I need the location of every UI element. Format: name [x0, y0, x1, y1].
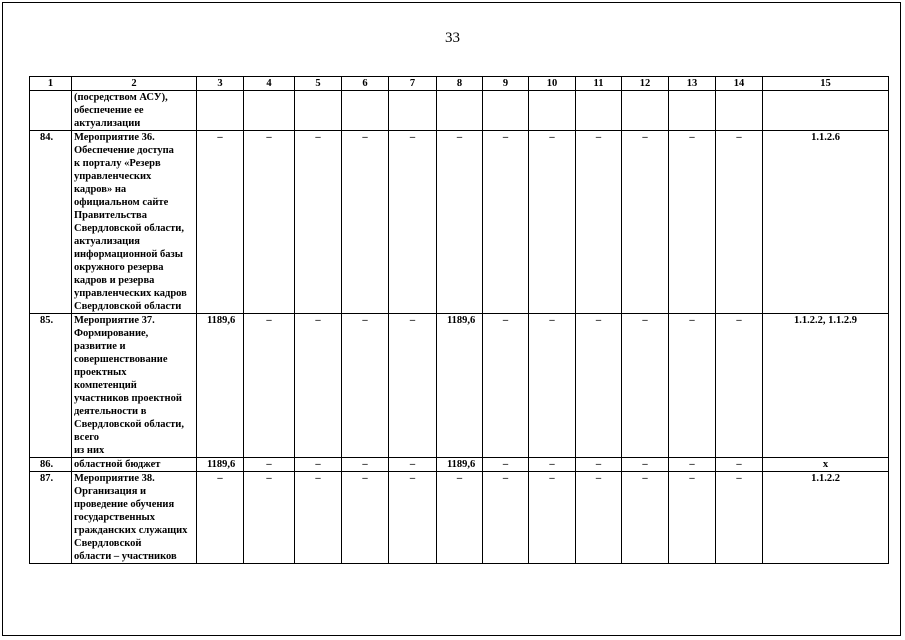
column-header-9: 9: [483, 77, 529, 91]
value-cell-col-3: 1189,6: [197, 458, 244, 472]
value-cell-col-11: –: [576, 472, 622, 564]
value-cell-col-9: –: [483, 472, 529, 564]
value-cell-col-5: [295, 91, 342, 131]
value-cell-col-8: 1189,6: [437, 314, 483, 458]
value-cell-col-5: –: [295, 314, 342, 458]
column-header-7: 7: [389, 77, 437, 91]
value-cell-col-13: –: [669, 472, 716, 564]
row-number: 86.: [30, 458, 72, 472]
value-cell-col-14: [716, 91, 763, 131]
value-cell-col-6: –: [342, 314, 389, 458]
table-row: [30, 314, 889, 458]
value-cell-col-14: –: [716, 472, 763, 564]
row-description: Мероприятие 36. Обеспечение доступа к порталу «Резерв управленческих кадров» на официальном сайте Правительства Свердловской области, актуализация информационной базы окружного резерва кадров и резерва управленческих кадров Свердловской области: [72, 131, 197, 314]
column-header-4: 4: [244, 77, 295, 91]
value-cell-col-8: [437, 91, 483, 131]
value-cell-col-11: –: [576, 314, 622, 458]
column-header-15: 15: [763, 77, 889, 91]
value-cell-col-6: –: [342, 472, 389, 564]
value-cell-col-11: –: [576, 131, 622, 314]
value-cell-col-4: –: [244, 131, 295, 314]
value-cell-col-4: –: [244, 472, 295, 564]
value-cell-col-5: –: [295, 131, 342, 314]
value-cell-col-10: –: [529, 314, 576, 458]
target-reference: 1.1.2.2, 1.1.2.9: [763, 314, 889, 458]
value-cell-col-12: –: [622, 314, 669, 458]
value-cell-col-14: –: [716, 314, 763, 458]
row-description: Мероприятие 37. Формирование, развитие и совершенствование проектных компетенций участников проектной деятельности в Свердловской области, всего из них: [72, 314, 197, 458]
value-cell-col-7: –: [389, 314, 437, 458]
value-cell-col-9: –: [483, 314, 529, 458]
value-cell-col-7: –: [389, 131, 437, 314]
value-cell-col-7: [389, 91, 437, 131]
value-cell-col-6: [342, 91, 389, 131]
value-cell-col-3: –: [197, 472, 244, 564]
value-cell-col-6: –: [342, 131, 389, 314]
value-cell-col-12: –: [622, 458, 669, 472]
value-cell-col-9: –: [483, 458, 529, 472]
value-cell-col-13: –: [669, 131, 716, 314]
value-cell-col-13: –: [669, 458, 716, 472]
value-cell-col-8: 1189,6: [437, 458, 483, 472]
table-row: [30, 458, 889, 472]
value-cell-col-5: –: [295, 472, 342, 564]
value-cell-col-13: [669, 91, 716, 131]
column-header-2: 2: [72, 77, 197, 91]
row-number: 84.: [30, 131, 72, 314]
value-cell-col-4: [244, 91, 295, 131]
value-cell-col-11: [576, 91, 622, 131]
row-description: Мероприятие 38. Организация и проведение обучения государственных гражданских служащих Свердловской области – участников: [72, 472, 197, 564]
value-cell-col-8: –: [437, 472, 483, 564]
row-description: (посредством АСУ), обеспечение ее актуализации: [72, 91, 197, 131]
value-cell-col-11: –: [576, 458, 622, 472]
row-description: областной бюджет: [72, 458, 197, 472]
column-header-13: 13: [669, 77, 716, 91]
value-cell-col-7: –: [389, 472, 437, 564]
value-cell-col-10: –: [529, 458, 576, 472]
value-cell-col-3: –: [197, 131, 244, 314]
value-cell-col-7: –: [389, 458, 437, 472]
value-cell-col-13: –: [669, 314, 716, 458]
value-cell-col-10: –: [529, 131, 576, 314]
column-header-14: 14: [716, 77, 763, 91]
value-cell-col-5: –: [295, 458, 342, 472]
target-reference: [763, 91, 889, 131]
value-cell-col-12: –: [622, 131, 669, 314]
value-cell-col-12: –: [622, 472, 669, 564]
column-header-12: 12: [622, 77, 669, 91]
table-row: [30, 472, 889, 564]
column-header-6: 6: [342, 77, 389, 91]
row-number: [30, 91, 72, 131]
column-header-5: 5: [295, 77, 342, 91]
table-row: [30, 131, 889, 314]
column-header-11: 11: [576, 77, 622, 91]
value-cell-col-4: –: [244, 458, 295, 472]
value-cell-col-9: –: [483, 131, 529, 314]
value-cell-col-8: –: [437, 131, 483, 314]
value-cell-col-4: –: [244, 314, 295, 458]
value-cell-col-3: [197, 91, 244, 131]
table-row: [30, 91, 889, 131]
value-cell-col-12: [622, 91, 669, 131]
target-reference: 1.1.2.6: [763, 131, 889, 314]
column-header-8: 8: [437, 77, 483, 91]
value-cell-col-9: [483, 91, 529, 131]
value-cell-col-3: 1189,6: [197, 314, 244, 458]
value-cell-col-14: –: [716, 131, 763, 314]
row-number: 87.: [30, 472, 72, 564]
row-number: 85.: [30, 314, 72, 458]
value-cell-col-6: –: [342, 458, 389, 472]
value-cell-col-10: [529, 91, 576, 131]
page-number: 33: [445, 30, 460, 46]
value-cell-col-10: –: [529, 472, 576, 564]
target-reference: 1.1.2.2: [763, 472, 889, 564]
budget-table: [29, 76, 889, 564]
value-cell-col-14: –: [716, 458, 763, 472]
column-header-10: 10: [529, 77, 576, 91]
column-header-1: 1: [30, 77, 72, 91]
table-header-row: [30, 77, 889, 91]
column-header-3: 3: [197, 77, 244, 91]
target-reference: х: [763, 458, 889, 472]
